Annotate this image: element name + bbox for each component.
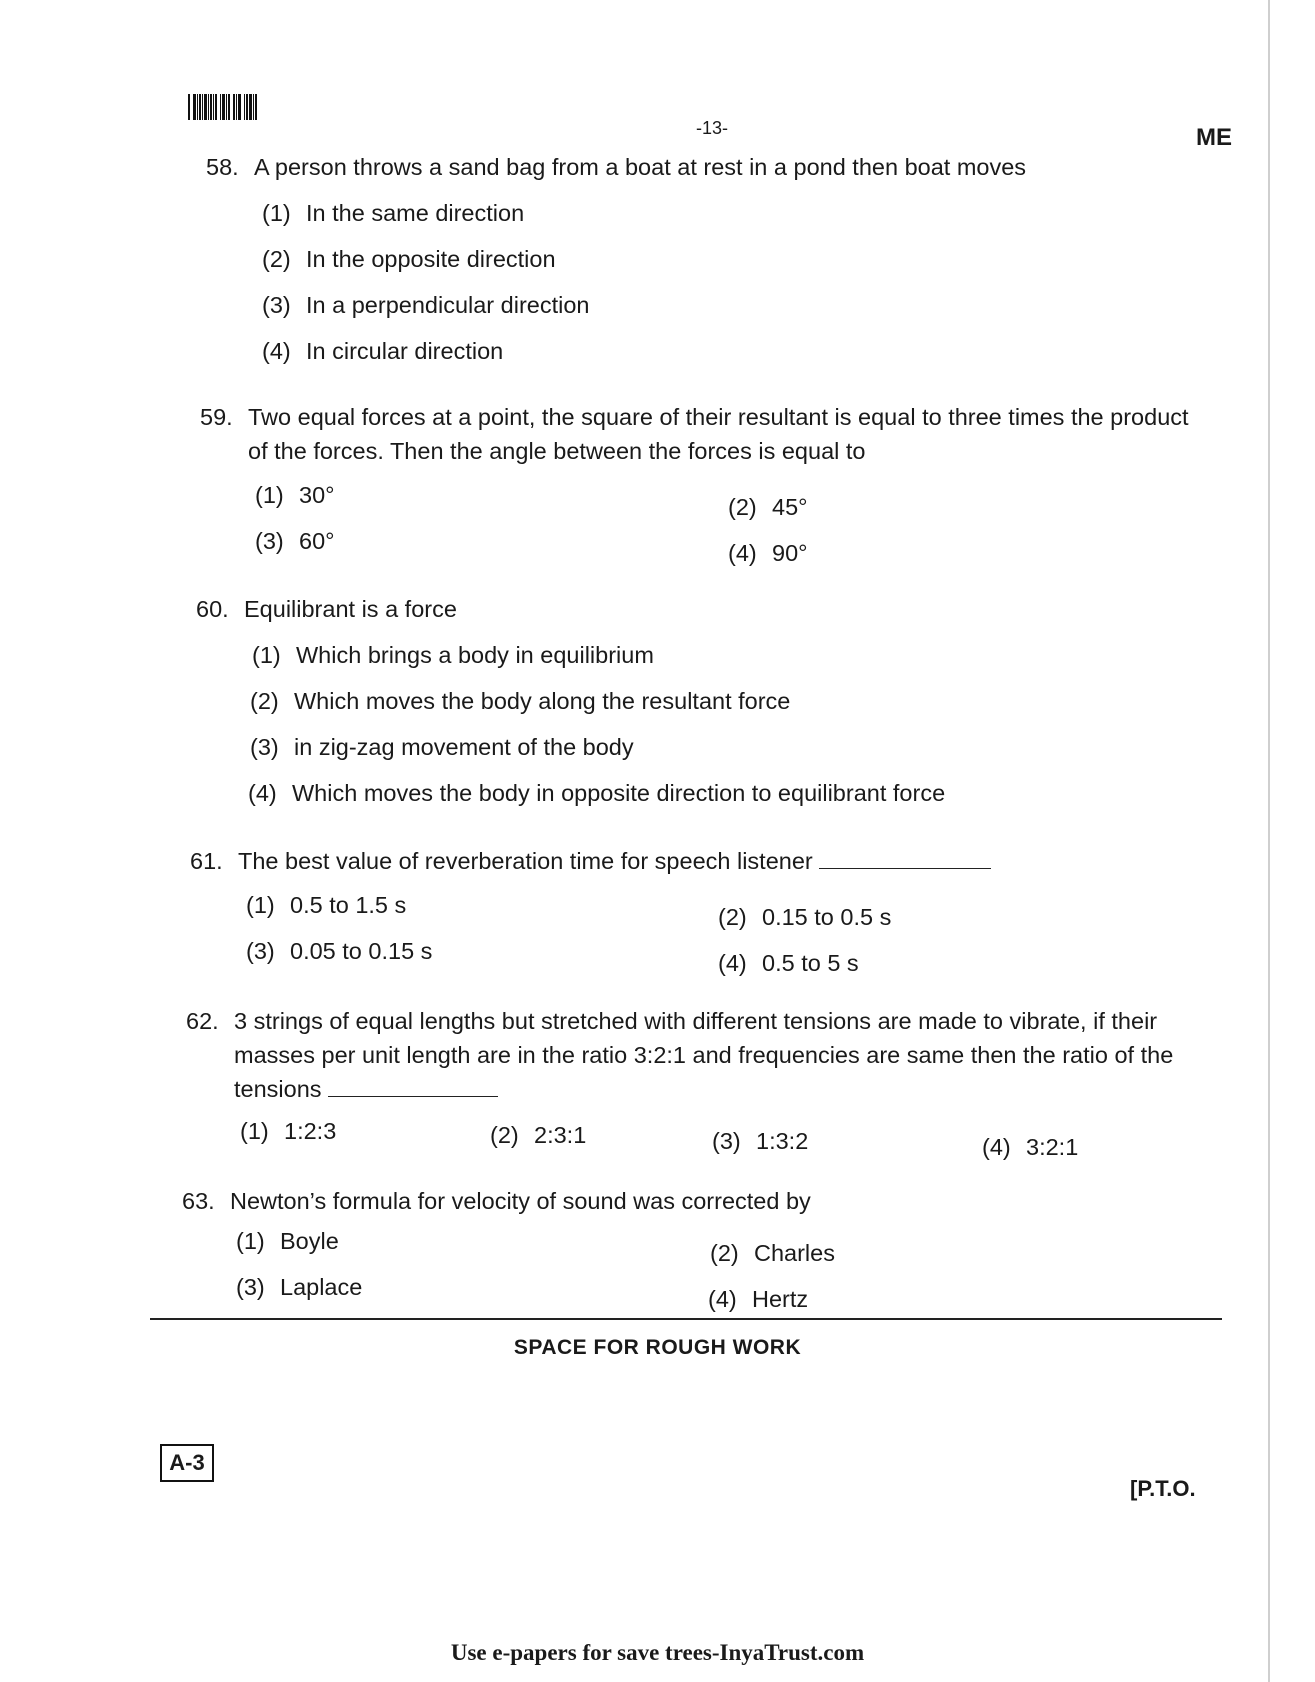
option-number: (4) [728, 540, 757, 566]
option [728, 494, 808, 521]
question-number: 59. [200, 404, 233, 430]
option-number: (3) [246, 938, 275, 964]
question-text: Two equal forces at a point, the square of their resultant is equal to three times the product of the forces. Then the angle between the forces is equal to [248, 404, 1189, 464]
option [490, 1122, 586, 1149]
option-text: 2:3:1 [534, 1122, 587, 1148]
answer-blank [328, 1076, 498, 1097]
option-text: 60° [299, 528, 335, 554]
option-text: In a perpendicular direction [306, 292, 590, 318]
question-number: 63. [182, 1188, 215, 1214]
paper-code: ME [1196, 124, 1232, 151]
option-number: (4) [982, 1134, 1011, 1160]
question-number: 60. [196, 596, 229, 622]
rough-work-label: SPACE FOR ROUGH WORK [513, 1336, 802, 1359]
option-number: (3) [236, 1274, 265, 1300]
option [246, 938, 432, 965]
option-text: in zig-zag movement of the body [294, 734, 634, 760]
option [728, 540, 808, 567]
scan-edge-line [1268, 0, 1270, 1682]
option [252, 642, 654, 669]
question-text: 3 strings of equal lengths but stretched with different tensions are made to vibrate, if their masses per unit length are in the ratio 3:2:1 and frequencies are same then the ratio of the tensions [234, 1008, 1174, 1102]
option [248, 780, 945, 807]
option-text: 3:2:1 [1026, 1134, 1079, 1160]
question-text: A person throws a sand bag from a boat at rest in a pond then boat moves [254, 154, 1027, 180]
option [236, 1274, 362, 1301]
option-text: Laplace [280, 1274, 363, 1300]
option-number: (3) [255, 528, 284, 554]
option-number: (1) [240, 1118, 269, 1144]
question-61 [190, 844, 1090, 878]
option-number: (4) [708, 1286, 737, 1312]
option [708, 1286, 808, 1313]
option [236, 1228, 339, 1255]
question-number: 62. [186, 1008, 219, 1034]
option [712, 1128, 808, 1155]
option [255, 482, 335, 509]
question-60 [196, 592, 1096, 626]
option [710, 1240, 835, 1267]
option-text: 0.05 to 0.15 s [290, 938, 433, 964]
question-text: The best value of reverberation time for speech listener [238, 848, 813, 874]
question-59 [200, 400, 1210, 468]
option-text: 0.5 to 1.5 s [290, 892, 407, 918]
question-62 [186, 1004, 1196, 1106]
option-text: Which brings a body in equilibrium [296, 642, 654, 668]
option-text: Which moves the body in opposite direction to equilibrant force [292, 780, 946, 806]
option-number: (2) [728, 494, 757, 520]
footer-note: Use e-papers for save trees-InyaTrust.com [450, 1640, 865, 1665]
option-number: (2) [262, 246, 291, 272]
rough-work-divider [150, 1318, 1222, 1320]
option-number: (4) [262, 338, 291, 364]
option-number: (2) [250, 688, 279, 714]
option [262, 200, 524, 227]
option-number: (1) [255, 482, 284, 508]
option-text: 0.5 to 5 s [762, 950, 859, 976]
option-number: (1) [246, 892, 275, 918]
option-number: (2) [710, 1240, 739, 1266]
option [250, 734, 634, 761]
option [718, 904, 891, 931]
option-text: In circular direction [306, 338, 504, 364]
option-text: 0.15 to 0.5 s [762, 904, 892, 930]
option-text: Charles [754, 1240, 835, 1266]
page-number: -13- [696, 118, 729, 138]
option-number: (3) [712, 1128, 741, 1154]
option-number: (4) [718, 950, 747, 976]
option-text: Boyle [280, 1228, 339, 1254]
option-text: 1:3:2 [756, 1128, 809, 1154]
option-number: (2) [718, 904, 747, 930]
option [262, 246, 556, 273]
option [255, 528, 335, 555]
option-text: In the same direction [306, 200, 525, 226]
option-number: (3) [262, 292, 291, 318]
option-number: (1) [252, 642, 281, 668]
option-number: (2) [490, 1122, 519, 1148]
option-text: In the opposite direction [306, 246, 556, 272]
barcode-icon [188, 94, 257, 120]
option-text: Which moves the body along the resultant force [294, 688, 791, 714]
question-number: 58. [206, 154, 239, 180]
option [262, 292, 589, 319]
option [250, 688, 790, 715]
option-text: Hertz [752, 1286, 809, 1312]
pto-label: [P.T.O. [1130, 1476, 1196, 1501]
option-number: (4) [248, 780, 277, 806]
option-text: 30° [299, 482, 335, 508]
option [982, 1134, 1078, 1161]
answer-blank [819, 848, 991, 869]
option-text: 45° [772, 494, 808, 520]
option-number: (1) [262, 200, 291, 226]
option-text: 1:2:3 [284, 1118, 337, 1144]
question-58 [206, 150, 1106, 184]
question-63 [182, 1184, 1082, 1218]
series-code-box: A-3 [160, 1444, 214, 1482]
option [240, 1118, 336, 1145]
option-number: (3) [250, 734, 279, 760]
option [246, 892, 406, 919]
question-number: 61. [190, 848, 223, 874]
option-text: 90° [772, 540, 808, 566]
question-text: Equilibrant is a force [244, 596, 457, 622]
question-text: Newton’s formula for velocity of sound was corrected by [230, 1188, 811, 1214]
option [262, 338, 503, 365]
option-number: (1) [236, 1228, 265, 1254]
option [718, 950, 859, 977]
